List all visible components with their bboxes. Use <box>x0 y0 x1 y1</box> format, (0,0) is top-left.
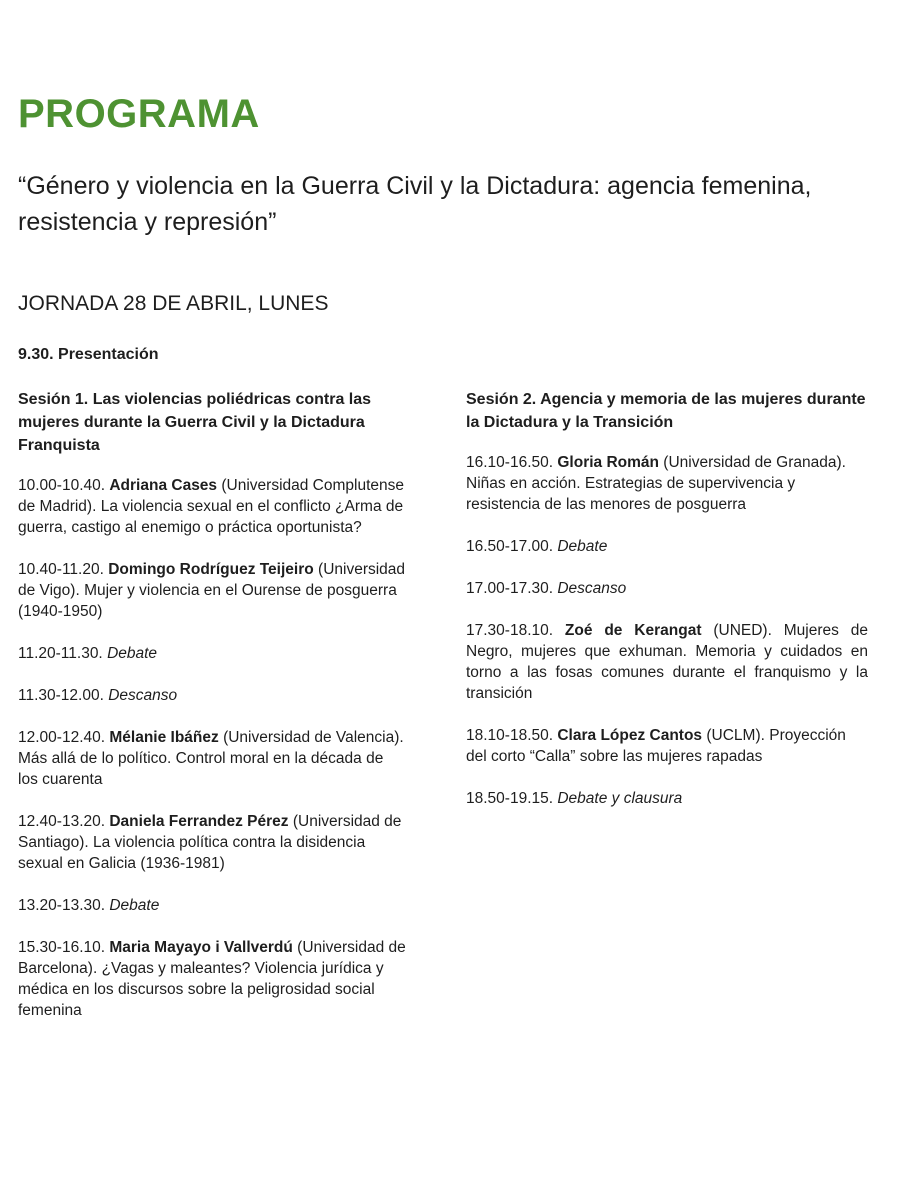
item-time: 13.20-13.30. <box>18 897 110 914</box>
schedule-item <box>466 725 868 767</box>
session-1-title: Sesión 1. Las violencias poliédricas contra las mujeres durante la Guerra Civil y la Dictadura Franquista <box>18 391 372 454</box>
schedule-item <box>18 727 406 790</box>
session-2-title: Sesión 2. Agencia y memoria de las mujeres durante la Dictadura y la Transición <box>466 391 866 431</box>
item-speaker: Adriana Cases <box>109 477 218 494</box>
item-speaker: Gloria Román <box>557 454 659 471</box>
session-2-column <box>466 388 868 830</box>
schedule-item <box>466 788 868 809</box>
item-time: 10.00-10.40. <box>18 477 110 494</box>
item-speaker: Domingo Rodríguez Teijeiro <box>108 561 314 578</box>
schedule-item <box>18 811 406 874</box>
event-title: “Género y violencia en la Guerra Civil y la Dictadura: agencia femenina, resistencia y represión” <box>18 172 812 236</box>
presentation-entry: 9.30. Presentación <box>18 346 159 363</box>
item-time: 16.50-17.00. <box>466 538 558 555</box>
schedule-item <box>18 643 406 664</box>
item-text: (UCLM). Proyección del corto “Calla” sobre las mujeres rapadas <box>466 727 846 765</box>
item-text: (Universidad de Santiago). La violencia política contra la disidencia sexual en Galicia (1936-1981) <box>18 813 402 872</box>
day-heading: JORNADA 28 DE ABRIL, LUNES <box>18 292 329 315</box>
schedule-item <box>18 559 406 622</box>
item-speaker: Mélanie Ibáñez <box>109 729 219 746</box>
item-time: 18.50-19.15. <box>466 790 558 807</box>
item-time: 10.40-11.20. <box>18 561 109 578</box>
item-time: 11.20-11.30. <box>18 645 108 662</box>
item-label: Debate <box>109 897 160 914</box>
item-time: 16.10-16.50. <box>466 454 558 471</box>
item-label: Debate y clausura <box>557 790 683 807</box>
schedule-item <box>466 620 868 704</box>
item-time: 12.00-12.40. <box>18 729 110 746</box>
item-speaker: Maria Mayayo i Vallverdú <box>109 939 293 956</box>
schedule-item <box>466 536 868 557</box>
session-1-column <box>18 388 406 1042</box>
item-time: 15.30-16.10. <box>18 939 110 956</box>
schedule-item <box>466 578 868 599</box>
schedule-item <box>466 452 868 515</box>
item-label: Debate <box>107 645 158 662</box>
item-text: (Universidad de Valencia). Más allá de lo político. Control moral en la década de los cuarenta <box>18 729 404 788</box>
item-text: (Universidad de Barcelona). ¿Vagas y maleantes? Violencia jurídica y médica en los discursos sobre la peligrosidad social femenina <box>18 939 406 1019</box>
item-speaker: Daniela Ferrandez Pérez <box>109 813 289 830</box>
item-time: 12.40-13.20. <box>18 813 110 830</box>
schedule-item <box>18 475 406 538</box>
item-label: Debate <box>557 538 608 555</box>
schedule-item <box>18 685 406 706</box>
item-time: 17.00-17.30. <box>466 580 558 597</box>
item-text: (UNED). Mujeres de Negro, mujeres que exhuman. Memoria y cuidados en torno a las fosas comunes durante el franquismo y la transición <box>466 622 868 702</box>
item-text: (Universidad de Vigo). Mujer y violencia en el Ourense de posguerra (1940-1950) <box>18 561 406 620</box>
item-speaker: Zoé de Kerangat <box>564 622 702 639</box>
schedule-item <box>18 895 406 916</box>
item-time: 18.10-18.50. <box>466 727 558 744</box>
item-time: 11.30-12.00. <box>18 687 109 704</box>
item-text: (Universidad de Granada). Niñas en acción. Estrategias de supervivencia y resistencia de las menores de posguerra <box>466 454 846 513</box>
item-text: (Universidad Complutense de Madrid). La violencia sexual en el conflicto ¿Arma de guerra, castigo al enemigo o práctica oportunista? <box>18 477 405 536</box>
item-label: Descanso <box>557 580 627 597</box>
item-label: Descanso <box>108 687 178 704</box>
item-speaker: Clara López Cantos <box>557 727 703 744</box>
page-heading: PROGRAMA <box>18 92 260 136</box>
schedule-item <box>18 937 406 1021</box>
item-time: 17.30-18.10. <box>466 622 565 639</box>
